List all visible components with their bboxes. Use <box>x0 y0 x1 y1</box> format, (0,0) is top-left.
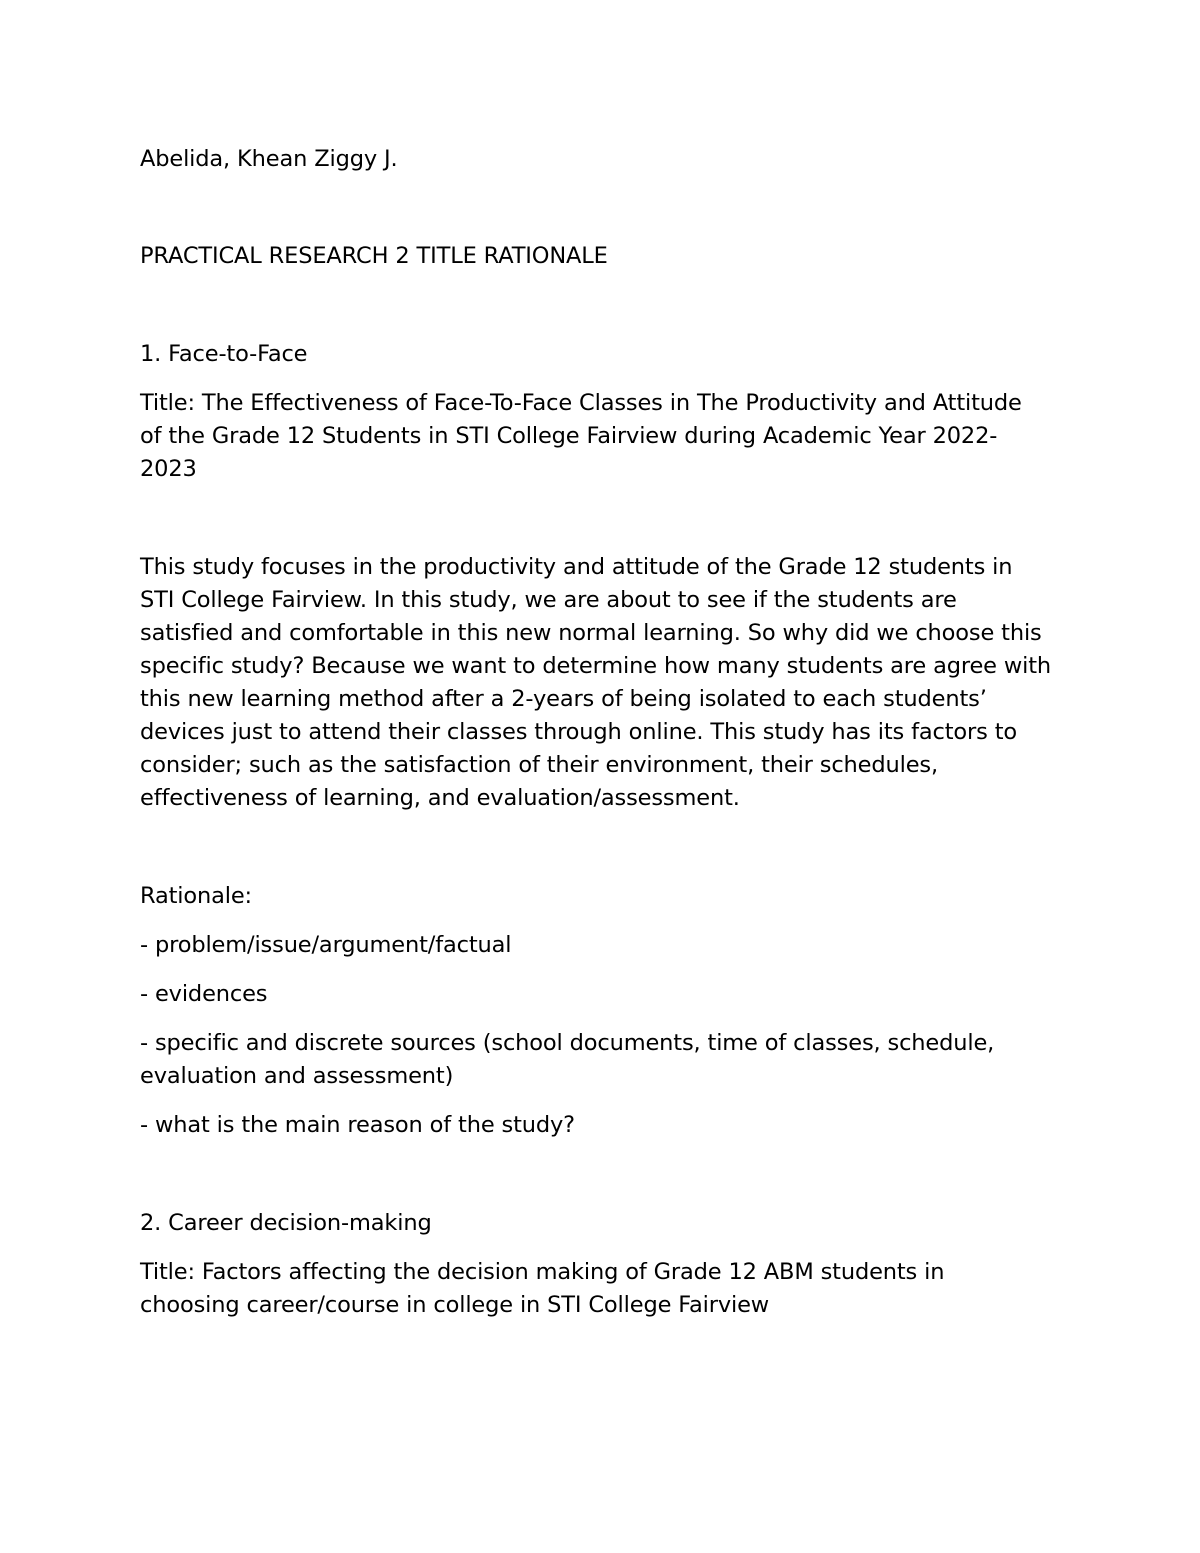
section-1-paragraph-line: specific study? Because we want to determine how many students are agree with <box>140 653 1051 679</box>
rationale-item: - evidences <box>140 981 268 1007</box>
section-1-title-line: Title: The Effectiveness of Face-To-Face Classes in The Productivity and Attitude <box>140 390 1022 416</box>
section-1-paragraph-line: satisfied and comfortable in this new normal learning. So why did we choose this <box>140 620 1042 646</box>
section-1-title-line: of the Grade 12 Students in STI College Fairview during Academic Year 2022- <box>140 423 998 449</box>
section-1-paragraph-line: devices just to attend their classes through online. This study has its factors to <box>140 719 1017 745</box>
rationale-item: - specific and discrete sources (school documents, time of classes, schedule, <box>140 1030 995 1056</box>
section-1-paragraph-line: consider; such as the satisfaction of their environment, their schedules, <box>140 752 938 778</box>
author-name: Abelida, Khean Ziggy J. <box>140 146 398 172</box>
section-1-title-line: 2023 <box>140 456 197 482</box>
rationale-item: evaluation and assessment) <box>140 1063 454 1089</box>
rationale-heading: Rationale: <box>140 883 252 909</box>
section-1-paragraph-line: STI College Fairview. In this study, we are about to see if the students are <box>140 587 957 613</box>
section-1-paragraph-line: This study focuses in the productivity and attitude of the Grade 12 students in <box>140 554 1013 580</box>
section-2-title-line: Title: Factors affecting the decision making of Grade 12 ABM students in <box>140 1259 945 1285</box>
document-heading: PRACTICAL RESEARCH 2 TITLE RATIONALE <box>140 243 608 269</box>
section-1-paragraph-line: this new learning method after a 2-years of being isolated to each students’ <box>140 686 987 712</box>
section-1-heading: 1. Face-to-Face <box>140 341 308 367</box>
rationale-item: - what is the main reason of the study? <box>140 1112 575 1138</box>
section-2-heading: 2. Career decision-making <box>140 1210 432 1236</box>
rationale-item: - problem/issue/argument/factual <box>140 932 512 958</box>
section-1-paragraph-line: effectiveness of learning, and evaluation/assessment. <box>140 785 740 811</box>
section-2-title-line: choosing career/course in college in STI College Fairview <box>140 1292 770 1318</box>
